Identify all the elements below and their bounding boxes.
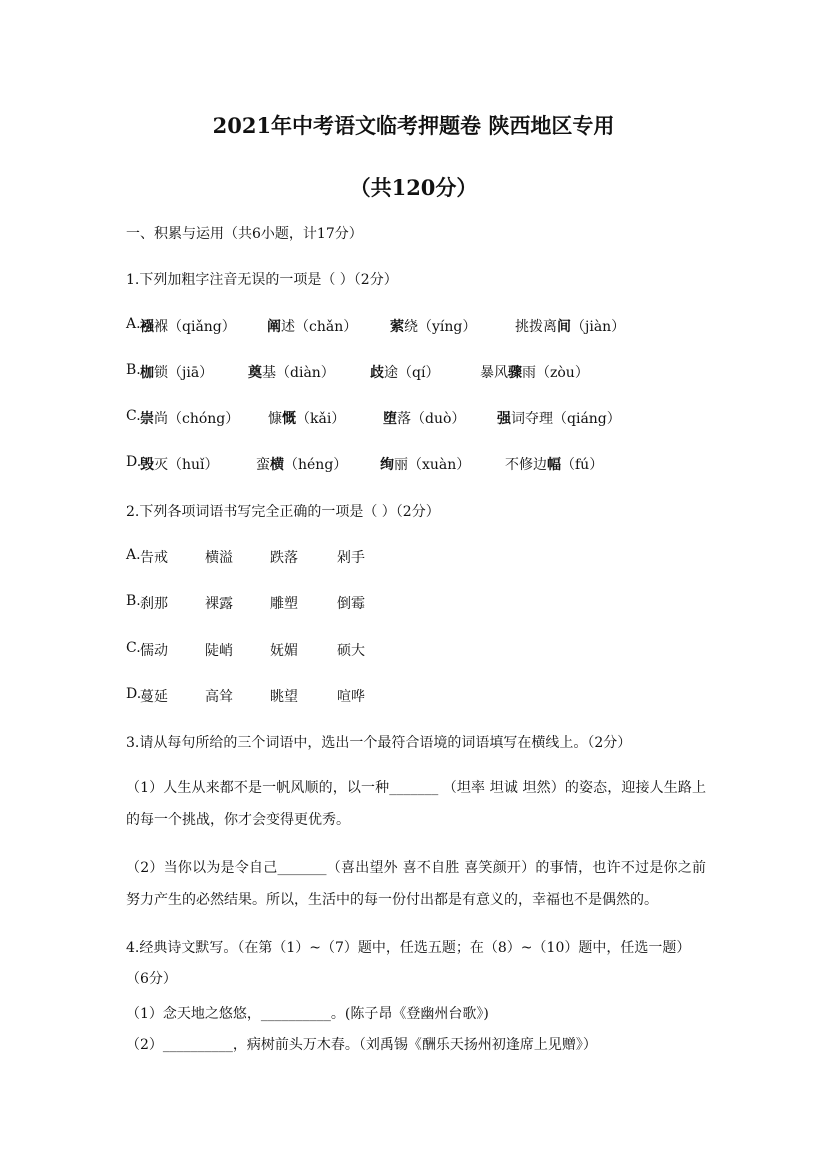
section-heading: 一、积累与运用（共6小题，计17分） xyxy=(126,226,363,242)
q3-sentence-2: （2）当你以为是令自己_______（喜出望外 喜不自胜 喜笑颜开）的事情，也许不过是你之前努力产生的必然结果。所以，生活中的每一份付出都是有意义的，幸福也不是偶然的。 xyxy=(126,860,706,908)
q4-score: （6分） xyxy=(126,971,177,987)
option-item: 堕落（duò） xyxy=(383,411,466,427)
option-item: 慷慨（kǎi） xyxy=(268,411,346,427)
option-item: 阐述（chǎn） xyxy=(267,319,358,335)
option-word: 告戒 xyxy=(140,550,168,566)
option-word: 倒霉 xyxy=(337,596,365,612)
q4-stem: 4.经典诗文默写。（在第（1）~（7）题中，任选五题；在（8）~（10）题中，任选一题） xyxy=(126,940,691,956)
option-item: 蛮横（héng） xyxy=(256,457,348,473)
option-label: A. xyxy=(126,547,141,563)
option-word: 陡峭 xyxy=(205,643,233,659)
option-label: B. xyxy=(126,593,141,609)
option-word: 雕塑 xyxy=(270,596,298,612)
option-word: 跌落 xyxy=(270,550,298,566)
option-item: 强词夺理（qiáng） xyxy=(497,411,621,427)
q3-stem: 3.请从每句所给的三个词语中，选出一个最符合语境的词语填写在横线上。（2分） xyxy=(126,735,632,751)
option-word: 剁手 xyxy=(337,550,365,566)
exam-total-score: （共120分） xyxy=(349,175,478,200)
q4-item-1: （1）念天地之悠悠，__________。(陈子昂《登幽州台歌》) xyxy=(126,1006,489,1022)
option-label: D. xyxy=(126,686,142,702)
q3-sentence-1: （1）人生从来都不是一帆风顺的，以一种_______ （坦率 坦诚 坦然）的姿态，迎接人生路上的每一个挑战，你才会变得更优秀。 xyxy=(126,780,706,828)
option-item: 萦绕（yíng） xyxy=(390,319,477,335)
q1-stem: 1.下列加粗字注音无误的一项是（ ）（2分） xyxy=(126,272,398,288)
option-label: C. xyxy=(126,408,141,424)
option-item: 不修边幅（fú） xyxy=(505,457,604,473)
option-item: 枷锁（jiā） xyxy=(140,365,214,381)
option-label: A. xyxy=(126,316,141,332)
option-label: D. xyxy=(126,454,142,470)
option-word: 刹那 xyxy=(140,596,168,612)
option-word: 硕大 xyxy=(337,643,365,659)
option-word: 横溢 xyxy=(205,550,233,566)
option-word: 喧哗 xyxy=(337,689,365,705)
option-word: 高耸 xyxy=(205,689,233,705)
option-item: 绚丽（xuàn） xyxy=(380,457,471,473)
option-item: 暴风骤雨（zòu） xyxy=(480,365,589,381)
option-item: 襁褓（qiǎng） xyxy=(140,319,236,335)
option-label: C. xyxy=(126,640,141,656)
option-item: 崇尚（chóng） xyxy=(140,411,240,427)
option-word: 儒动 xyxy=(140,643,168,659)
option-item: 歧途（qí） xyxy=(370,365,440,381)
option-label: B. xyxy=(126,362,141,378)
q4-item-2: （2）__________，病树前头万木春。（刘禹锡《酬乐天扬州初逢席上见赠》） xyxy=(126,1037,597,1053)
option-word: 妩媚 xyxy=(270,643,298,659)
option-word: 蔓延 xyxy=(140,689,168,705)
option-item: 毁灭（huǐ） xyxy=(140,457,219,473)
q2-stem: 2.下列各项词语书写完全正确的一项是（ ）（2分） xyxy=(126,504,440,520)
option-item: 奠基（diàn） xyxy=(248,365,335,381)
option-word: 眺望 xyxy=(270,689,298,705)
exam-title: 2021年中考语文临考押题卷 陕西地区专用 xyxy=(212,113,615,138)
option-word: 裸露 xyxy=(205,596,233,612)
option-item: 挑拨离间（jiàn） xyxy=(515,319,626,335)
